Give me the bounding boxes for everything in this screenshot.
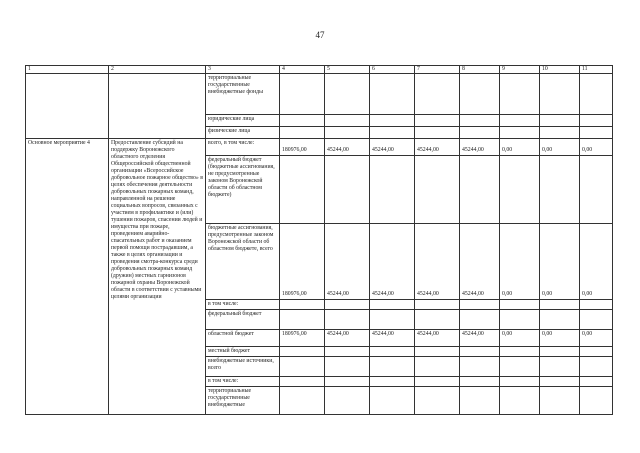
column-header-row bbox=[26, 66, 613, 74]
amount-cell: 180976,00 bbox=[280, 330, 325, 347]
column-header: 1 bbox=[26, 66, 109, 74]
amount-cell: 0,00 bbox=[500, 139, 540, 156]
amount-cell: 180976,00 bbox=[280, 224, 325, 300]
column-header: 9 bbox=[500, 66, 540, 74]
amount-cell: 45244,00 bbox=[415, 224, 460, 300]
funding-source-label: территориальные государственные внебюджетные bbox=[206, 387, 280, 415]
funding-source-label: внебюджетные источники, всего bbox=[206, 357, 280, 377]
amount-cell: 0,00 bbox=[540, 224, 580, 300]
amount-cell: 45244,00 bbox=[325, 330, 370, 347]
amount-cell: 45244,00 bbox=[415, 139, 460, 156]
amount-cell: 45244,00 bbox=[325, 224, 370, 300]
funding-source-label: бюджетные ассигнования, предусмотренные законом Воронежской области об областном бюджете, всего bbox=[206, 224, 280, 300]
column-header: 7 bbox=[415, 66, 460, 74]
column-header: 6 bbox=[370, 66, 415, 74]
funding-source-label: физические лица bbox=[206, 127, 280, 139]
column-header: 3 bbox=[206, 66, 280, 74]
amount-cell: 45244,00 bbox=[370, 224, 415, 300]
amount-cell: 0,00 bbox=[540, 139, 580, 156]
amount-cell: 0,00 bbox=[580, 139, 613, 156]
amount-cell: 0,00 bbox=[540, 330, 580, 347]
activity-name-cell bbox=[26, 74, 109, 139]
amount-cell: 45244,00 bbox=[460, 139, 500, 156]
amount-cell: 45244,00 bbox=[460, 224, 500, 300]
amount-cell: 0,00 bbox=[500, 224, 540, 300]
budget-table bbox=[25, 65, 613, 415]
activity-description: Предоставление субсидий на поддержку Воронежского областного отделения Общероссийской общественной организации «Всероссийское добровольное пожарное общество» в целях обеспечения деятельности добровольных пожарных команд, направленной на решение социальных вопросов, связанных с участием в профилактике и (или) тушении пожаров, спасении людей и имущества при пожаре, проведением аварийно-спасательных работ и оказанием первой помощи пострадавшим, а также в целях организации и проведения смотра-конкурса среди добровольных пожарных команд (дружин) местных гарнизонов пожарной охраны Воронежской области в соответствии с уставными целями организации bbox=[109, 139, 206, 415]
funding-source-label: местный бюджет bbox=[206, 347, 280, 357]
table-row bbox=[26, 139, 613, 156]
amount-cell: 45244,00 bbox=[370, 139, 415, 156]
funding-source-label: юридические лица bbox=[206, 115, 280, 127]
column-header: 2 bbox=[109, 66, 206, 74]
funding-source-label: областной бюджет bbox=[206, 330, 280, 347]
column-header: 8 bbox=[460, 66, 500, 74]
column-header: 4 bbox=[280, 66, 325, 74]
funding-source-label: федеральный бюджет (бюджетные ассигнования, не предусмотренные законом Воронежской области об областном бюджете) bbox=[206, 156, 280, 224]
funding-source-label: территориальные государственные внебюджетные фонды bbox=[206, 74, 280, 115]
funding-source-label: всего, в том числе: bbox=[206, 139, 280, 156]
activity-name: Основное мероприятие 4 bbox=[26, 139, 109, 415]
amount-cell: 45244,00 bbox=[460, 330, 500, 347]
table-row bbox=[26, 74, 613, 115]
amount-cell: 0,00 bbox=[580, 224, 613, 300]
page-number: 47 bbox=[315, 30, 325, 40]
column-header: 11 bbox=[580, 66, 613, 74]
amount-cell: 45244,00 bbox=[415, 330, 460, 347]
funding-source-label: в том числе: bbox=[206, 377, 280, 387]
funding-source-label: в том числе: bbox=[206, 300, 280, 310]
amount-cell: 0,00 bbox=[500, 330, 540, 347]
column-header: 5 bbox=[325, 66, 370, 74]
activity-description-cell bbox=[109, 74, 206, 139]
funding-source-label: федеральный бюджет bbox=[206, 310, 280, 330]
amount-cell: 45244,00 bbox=[325, 139, 370, 156]
amount-cell: 45244,00 bbox=[370, 330, 415, 347]
amount-cell: 0,00 bbox=[580, 330, 613, 347]
amount-cell: 180976,00 bbox=[280, 139, 325, 156]
column-header: 10 bbox=[540, 66, 580, 74]
